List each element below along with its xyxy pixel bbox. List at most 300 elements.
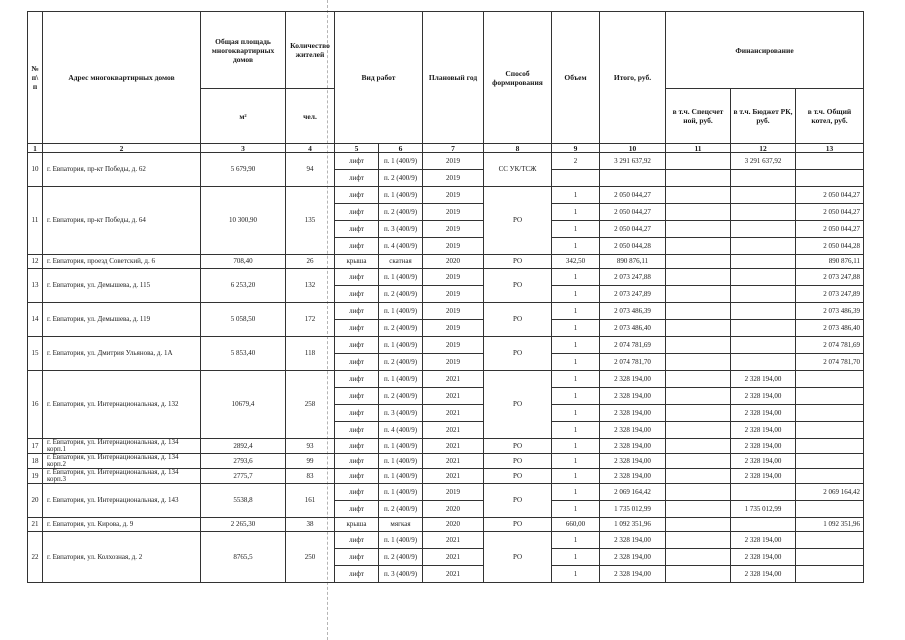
work-volume: 1 — [552, 320, 600, 337]
total-cost: 2 328 194,00 — [600, 439, 666, 454]
header-address: Адрес многоквартирных домов — [43, 12, 201, 144]
row-number: 18 — [28, 454, 43, 469]
column-number: 8 — [484, 144, 552, 153]
plan-year: 2021 — [423, 439, 484, 454]
house-residents: 250 — [286, 532, 335, 583]
fin-common: 890 876,11 — [796, 255, 864, 269]
work-volume: 1 — [552, 187, 600, 204]
column-number: 9 — [552, 144, 600, 153]
work-type: лифт — [335, 187, 379, 204]
column-number: 3 — [201, 144, 286, 153]
work-detail: п. 2 (400/9) — [379, 549, 423, 566]
total-cost: 2 328 194,00 — [600, 422, 666, 439]
total-cost: 2 328 194,00 — [600, 388, 666, 405]
fin-budget: 2 328 194,00 — [731, 469, 796, 484]
work-type: лифт — [335, 566, 379, 583]
work-detail: п. 3 (400/9) — [379, 405, 423, 422]
plan-year: 2021 — [423, 388, 484, 405]
fin-common — [796, 469, 864, 484]
work-volume: 1 — [552, 269, 600, 286]
work-detail: п. 1 (400/9) — [379, 371, 423, 388]
house-area: 10 300,90 — [201, 187, 286, 255]
fin-common: 2 050 044,28 — [796, 238, 864, 255]
work-volume: 1 — [552, 454, 600, 469]
work-type: лифт — [335, 371, 379, 388]
row-number: 10 — [28, 153, 43, 187]
plan-year: 2021 — [423, 371, 484, 388]
fin-budget — [731, 286, 796, 303]
house-address: г. Евпатория, пр-кт Победы, д. 62 — [43, 153, 201, 187]
total-cost: 2 328 194,00 — [600, 469, 666, 484]
fin-budget — [731, 221, 796, 238]
work-detail: п. 1 (400/9) — [379, 454, 423, 469]
house-residents: 26 — [286, 255, 335, 269]
work-detail: п. 1 (400/9) — [379, 337, 423, 354]
work-volume: 1 — [552, 501, 600, 518]
formation-method: СС УК/ТСЖ — [484, 153, 552, 187]
header-financing: Финансирование — [666, 12, 864, 89]
table-row — [28, 153, 864, 170]
plan-year: 2020 — [423, 518, 484, 532]
fin-budget — [731, 337, 796, 354]
work-detail: п. 1 (400/9) — [379, 469, 423, 484]
fin-budget: 2 328 194,00 — [731, 532, 796, 549]
fin-common: 2 073 247,89 — [796, 286, 864, 303]
fin-common — [796, 454, 864, 469]
work-type: лифт — [335, 469, 379, 484]
house-address: г. Евпатория, ул. Интернациональная, д. 132 — [43, 371, 201, 439]
house-residents: 118 — [286, 337, 335, 371]
house-residents: 172 — [286, 303, 335, 337]
total-cost: 3 291 637,92 — [600, 153, 666, 170]
work-type: лифт — [335, 454, 379, 469]
total-cost: 2 073 247,88 — [600, 269, 666, 286]
total-cost: 890 876,11 — [600, 255, 666, 269]
work-volume: 1 — [552, 532, 600, 549]
work-type: лифт — [335, 354, 379, 371]
work-volume: 2 — [552, 153, 600, 170]
fin-special — [666, 532, 731, 549]
work-detail: п. 1 (400/9) — [379, 269, 423, 286]
house-area: 5538,8 — [201, 484, 286, 518]
row-number: 21 — [28, 518, 43, 532]
house-residents: 94 — [286, 153, 335, 187]
fin-special — [666, 388, 731, 405]
work-type: лифт — [335, 549, 379, 566]
work-volume: 1 — [552, 221, 600, 238]
table-row — [28, 303, 864, 320]
house-area: 5 853,40 — [201, 337, 286, 371]
fin-common: 2 050 044,27 — [796, 204, 864, 221]
work-detail: п. 1 (400/9) — [379, 532, 423, 549]
table-row — [28, 518, 864, 532]
work-volume: 1 — [552, 337, 600, 354]
plan-year: 2019 — [423, 303, 484, 320]
plan-year: 2019 — [423, 221, 484, 238]
fin-special — [666, 286, 731, 303]
row-number: 14 — [28, 303, 43, 337]
work-volume: 1 — [552, 549, 600, 566]
header-row-1 — [28, 12, 864, 89]
house-residents: 161 — [286, 484, 335, 518]
fin-budget — [731, 255, 796, 269]
work-volume: 1 — [552, 238, 600, 255]
fin-special — [666, 153, 731, 170]
fin-budget — [731, 484, 796, 501]
total-cost: 2 069 164,42 — [600, 484, 666, 501]
work-detail: п. 1 (400/9) — [379, 484, 423, 501]
work-type: лифт — [335, 170, 379, 187]
work-volume: 1 — [552, 566, 600, 583]
row-number: 15 — [28, 337, 43, 371]
column-number: 4 — [286, 144, 335, 153]
column-number: 2 — [43, 144, 201, 153]
work-detail: п. 1 (400/9) — [379, 303, 423, 320]
work-volume: 1 — [552, 204, 600, 221]
total-cost: 2 328 194,00 — [600, 549, 666, 566]
work-type: крыша — [335, 518, 379, 532]
house-address: г. Евпатория, ул. Интернациональная, д. 134 корп.2 — [43, 454, 201, 469]
house-address: г. Евпатория, ул. Интернациональная, д. 134 корп.1 — [43, 439, 201, 454]
row-number: 17 — [28, 439, 43, 454]
work-detail: п. 2 (400/9) — [379, 388, 423, 405]
work-detail: п. 2 (400/9) — [379, 354, 423, 371]
work-volume: 1 — [552, 405, 600, 422]
house-area: 5 058,50 — [201, 303, 286, 337]
column-number: 13 — [796, 144, 864, 153]
fin-budget: 1 735 012,99 — [731, 501, 796, 518]
row-number: 16 — [28, 371, 43, 439]
total-cost: 2 073 486,39 — [600, 303, 666, 320]
fin-special — [666, 422, 731, 439]
fin-budget: 2 328 194,00 — [731, 422, 796, 439]
plan-year: 2019 — [423, 153, 484, 170]
formation-method: РО — [484, 518, 552, 532]
work-volume: 1 — [552, 286, 600, 303]
fin-common — [796, 153, 864, 170]
total-cost: 2 050 044,27 — [600, 221, 666, 238]
total-cost: 2 328 194,00 — [600, 454, 666, 469]
fin-common: 2 073 247,88 — [796, 269, 864, 286]
fin-special — [666, 204, 731, 221]
fin-budget — [731, 303, 796, 320]
fin-special — [666, 501, 731, 518]
fin-common — [796, 501, 864, 518]
fin-special — [666, 454, 731, 469]
row-number: 22 — [28, 532, 43, 583]
header-fin-special: в т.ч. Спецсчет ной, руб. — [666, 89, 731, 144]
fin-budget: 3 291 637,92 — [731, 153, 796, 170]
fin-common — [796, 371, 864, 388]
house-address: г. Евпатория, ул. Демышева, д. 115 — [43, 269, 201, 303]
header-plan-year: Плановый год — [423, 12, 484, 144]
work-type: лифт — [335, 388, 379, 405]
plan-year: 2019 — [423, 204, 484, 221]
header-fin-budget: в т.ч. Бюджет РК, руб. — [731, 89, 796, 144]
work-volume — [552, 170, 600, 187]
work-type: крыша — [335, 255, 379, 269]
fin-special — [666, 187, 731, 204]
work-detail: п. 3 (400/9) — [379, 221, 423, 238]
work-detail: мягкая — [379, 518, 423, 532]
table-row — [28, 454, 864, 469]
fin-budget — [731, 320, 796, 337]
fin-budget — [731, 354, 796, 371]
formation-method: РО — [484, 303, 552, 337]
work-type: лифт — [335, 337, 379, 354]
house-area: 2793,6 — [201, 454, 286, 469]
plan-year: 2019 — [423, 337, 484, 354]
work-detail: п. 2 (400/9) — [379, 320, 423, 337]
work-type: лифт — [335, 238, 379, 255]
house-address: г. Евпатория, ул. Демышева, д. 119 — [43, 303, 201, 337]
formation-method: РО — [484, 255, 552, 269]
house-address: г. Евпатория, ул. Дмитрия Ульянова, д. 1А — [43, 337, 201, 371]
table-row — [28, 439, 864, 454]
fin-special — [666, 354, 731, 371]
fin-special — [666, 337, 731, 354]
fin-common — [796, 405, 864, 422]
fin-common — [796, 422, 864, 439]
work-volume: 342,50 — [552, 255, 600, 269]
plan-year: 2021 — [423, 469, 484, 484]
work-type: лифт — [335, 501, 379, 518]
row-number: 20 — [28, 484, 43, 518]
plan-year: 2019 — [423, 286, 484, 303]
work-type: лифт — [335, 320, 379, 337]
plan-year: 2020 — [423, 501, 484, 518]
fin-special — [666, 303, 731, 320]
work-type: лифт — [335, 204, 379, 221]
work-type: лифт — [335, 153, 379, 170]
fin-budget — [731, 269, 796, 286]
housing-repair-table — [27, 11, 864, 583]
fin-common — [796, 566, 864, 583]
fin-special — [666, 549, 731, 566]
work-volume: 1 — [552, 422, 600, 439]
house-area: 5 679,90 — [201, 153, 286, 187]
work-type: лифт — [335, 303, 379, 320]
row-number: 13 — [28, 269, 43, 303]
column-number: 1 — [28, 144, 43, 153]
fin-common: 2 073 486,39 — [796, 303, 864, 320]
table-row — [28, 371, 864, 388]
header-area: Общая площадь многоквартирных домов — [201, 12, 286, 89]
table-body — [28, 12, 864, 583]
work-detail: п. 2 (400/9) — [379, 204, 423, 221]
formation-method: РО — [484, 371, 552, 439]
fin-common: 1 092 351,96 — [796, 518, 864, 532]
fin-budget — [731, 170, 796, 187]
work-detail: п. 2 (400/9) — [379, 501, 423, 518]
house-residents: 93 — [286, 439, 335, 454]
fin-common: 2 050 044,27 — [796, 187, 864, 204]
fin-budget: 2 328 194,00 — [731, 566, 796, 583]
work-volume: 1 — [552, 371, 600, 388]
total-cost: 2 328 194,00 — [600, 371, 666, 388]
fin-special — [666, 255, 731, 269]
fin-budget: 2 328 194,00 — [731, 454, 796, 469]
header-residents-unit: чел. — [286, 89, 335, 144]
fin-special — [666, 518, 731, 532]
house-area: 8765,5 — [201, 532, 286, 583]
work-detail: скатная — [379, 255, 423, 269]
work-type: лифт — [335, 532, 379, 549]
table-row — [28, 532, 864, 549]
row-number: 12 — [28, 255, 43, 269]
house-area: 708,40 — [201, 255, 286, 269]
work-volume: 1 — [552, 303, 600, 320]
house-address: г. Евпатория, ул. Кирова, д. 9 — [43, 518, 201, 532]
plan-year: 2021 — [423, 532, 484, 549]
formation-method: РО — [484, 532, 552, 583]
house-address: г. Евпатория, ул. Интернациональная, д. 143 — [43, 484, 201, 518]
fin-special — [666, 238, 731, 255]
house-area: 2892,4 — [201, 439, 286, 454]
fin-special — [666, 405, 731, 422]
total-cost — [600, 170, 666, 187]
total-cost: 2 074 781,70 — [600, 354, 666, 371]
header-area-unit: м² — [201, 89, 286, 144]
total-cost: 1 735 012,99 — [600, 501, 666, 518]
work-detail: п. 1 (400/9) — [379, 187, 423, 204]
work-volume: 1 — [552, 484, 600, 501]
column-number: 6 — [379, 144, 423, 153]
table-row — [28, 337, 864, 354]
house-residents: 83 — [286, 469, 335, 484]
header-residents: Количество жителей — [286, 12, 335, 89]
fin-budget — [731, 187, 796, 204]
fin-common — [796, 388, 864, 405]
fin-common: 2 069 164,42 — [796, 484, 864, 501]
house-area: 2 265,30 — [201, 518, 286, 532]
fin-common — [796, 549, 864, 566]
total-cost: 2 074 781,69 — [600, 337, 666, 354]
total-cost: 2 050 044,28 — [600, 238, 666, 255]
house-area: 10679,4 — [201, 371, 286, 439]
fin-special — [666, 170, 731, 187]
plan-year: 2019 — [423, 187, 484, 204]
fin-common: 2 074 781,69 — [796, 337, 864, 354]
fin-budget: 2 328 194,00 — [731, 371, 796, 388]
formation-method: РО — [484, 269, 552, 303]
column-number: 11 — [666, 144, 731, 153]
fin-special — [666, 371, 731, 388]
table-row — [28, 484, 864, 501]
row-number: 19 — [28, 469, 43, 484]
total-cost: 2 328 194,00 — [600, 566, 666, 583]
plan-year: 2020 — [423, 255, 484, 269]
house-address: г. Евпатория, ул. Интернациональная, д. 134 корп.3 — [43, 469, 201, 484]
work-volume: 1 — [552, 388, 600, 405]
fin-special — [666, 469, 731, 484]
house-residents: 135 — [286, 187, 335, 255]
house-address: г. Евпатория, проезд Советский, д. 6 — [43, 255, 201, 269]
work-detail: п. 4 (400/9) — [379, 238, 423, 255]
header-volume: Объем — [552, 12, 600, 144]
house-address: г. Евпатория, пр-кт Победы, д. 64 — [43, 187, 201, 255]
formation-method: РО — [484, 337, 552, 371]
work-detail: п. 2 (400/9) — [379, 170, 423, 187]
table-row — [28, 255, 864, 269]
house-address: г. Евпатория, ул. Колхозная, д. 2 — [43, 532, 201, 583]
fin-special — [666, 221, 731, 238]
fin-special — [666, 269, 731, 286]
house-area: 6 253,20 — [201, 269, 286, 303]
fin-budget: 2 328 194,00 — [731, 388, 796, 405]
work-type: лифт — [335, 286, 379, 303]
house-residents: 258 — [286, 371, 335, 439]
house-area: 2775,7 — [201, 469, 286, 484]
house-residents: 132 — [286, 269, 335, 303]
fin-special — [666, 439, 731, 454]
column-number: 7 — [423, 144, 484, 153]
table-row — [28, 187, 864, 204]
header-total: Итого, руб. — [600, 12, 666, 144]
plan-year: 2021 — [423, 454, 484, 469]
formation-method: РО — [484, 454, 552, 469]
total-cost: 2 050 044,27 — [600, 204, 666, 221]
total-cost: 2 050 044,27 — [600, 187, 666, 204]
fin-budget: 2 328 194,00 — [731, 405, 796, 422]
work-type: лифт — [335, 484, 379, 501]
column-number-row — [28, 144, 864, 153]
plan-year: 2019 — [423, 238, 484, 255]
fin-common: 2 073 486,40 — [796, 320, 864, 337]
table-row — [28, 469, 864, 484]
fin-budget — [731, 204, 796, 221]
fin-budget: 2 328 194,00 — [731, 549, 796, 566]
plan-year: 2019 — [423, 354, 484, 371]
fin-special — [666, 484, 731, 501]
work-detail: п. 1 (400/9) — [379, 439, 423, 454]
plan-year: 2021 — [423, 422, 484, 439]
total-cost: 2 328 194,00 — [600, 532, 666, 549]
column-number: 12 — [731, 144, 796, 153]
work-detail: п. 3 (400/9) — [379, 566, 423, 583]
header-num: № п\ п — [28, 12, 43, 144]
fin-budget: 2 328 194,00 — [731, 439, 796, 454]
plan-year: 2019 — [423, 484, 484, 501]
plan-year: 2019 — [423, 170, 484, 187]
plan-year: 2021 — [423, 549, 484, 566]
fin-common: 2 050 044,27 — [796, 221, 864, 238]
formation-method: РО — [484, 439, 552, 454]
fin-special — [666, 320, 731, 337]
column-number: 5 — [335, 144, 379, 153]
work-type: лифт — [335, 439, 379, 454]
total-cost: 2 328 194,00 — [600, 405, 666, 422]
fin-common — [796, 439, 864, 454]
fin-common: 2 074 781,70 — [796, 354, 864, 371]
fin-common — [796, 532, 864, 549]
header-method: Способ формирования — [484, 12, 552, 144]
work-volume: 1 — [552, 439, 600, 454]
formation-method: РО — [484, 469, 552, 484]
plan-year: 2021 — [423, 566, 484, 583]
fin-special — [666, 566, 731, 583]
total-cost: 2 073 247,89 — [600, 286, 666, 303]
formation-method: РО — [484, 484, 552, 518]
header-work-type: Вид работ — [335, 12, 423, 144]
plan-year: 2021 — [423, 405, 484, 422]
row-number: 11 — [28, 187, 43, 255]
work-detail: п. 2 (400/9) — [379, 286, 423, 303]
fin-common — [796, 170, 864, 187]
work-type: лифт — [335, 405, 379, 422]
work-detail: п. 1 (400/9) — [379, 153, 423, 170]
work-type: лифт — [335, 422, 379, 439]
